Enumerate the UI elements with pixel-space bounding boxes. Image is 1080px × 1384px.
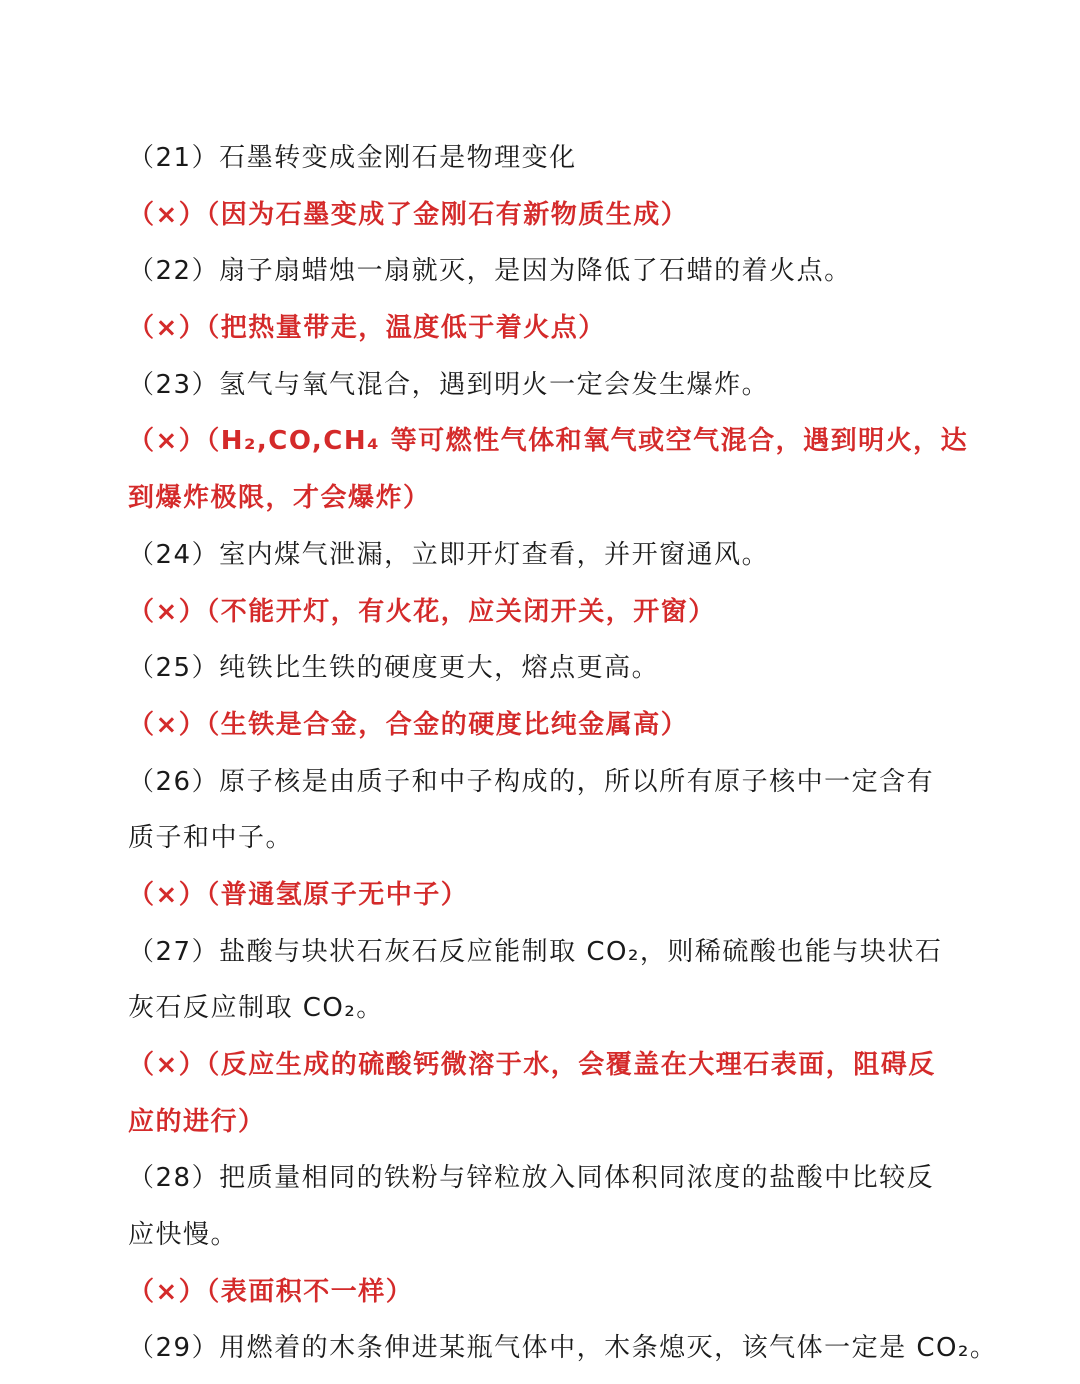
answer-25-line: （×）（生铁是合金，合金的硬度比纯金属高）	[128, 709, 689, 740]
question-24-line: （24）室内煤气泄漏，立即开灯查看，并开窗通风。	[128, 539, 770, 570]
answer-27-line-1: （×）（反应生成的硫酸钙微溶于水，会覆盖在大理石表面，阻碍反	[128, 1050, 936, 1080]
answer-27-line-2: 应的进行）	[128, 1106, 266, 1137]
question-26-line-1: （26）原子核是由质子和中子构成的，所以所有原子核中一定含有	[128, 766, 935, 797]
question-22-line: （22）扇子扇蜡烛一扇就灭，是因为降低了石蜡的着火点。	[128, 256, 852, 287]
question-21-line: （21）石墨转变成金刚石是物理变化	[128, 143, 577, 173]
answer-21-line: （×）（因为石墨变成了金刚石有新物质生成）	[128, 199, 689, 230]
question-23-line: （23）氢气与氧气混合，遇到明火一定会发生爆炸。	[128, 369, 770, 400]
question-25-line: （25）纯铁比生铁的硬度更大，熔点更高。	[128, 653, 660, 684]
question-27-line-1: （27）盐酸与块状石灰石反应能制取 CO₂，则稀硫酸也能与块状石	[128, 936, 943, 967]
question-28-line-1: （28）把质量相同的铁粉与锌粒放入同体积同浓度的盐酸中比较反	[128, 1163, 935, 1194]
answer-22-line: （×）（把热量带走，温度低于着火点）	[128, 313, 606, 344]
answer-28-line: （×）（表面积不一样）	[128, 1276, 414, 1307]
answer-24-line: （×）（不能开灯，有火花，应关闭开关，开窗）	[128, 596, 716, 627]
question-29-line: （29）用燃着的木条伸进某瓶气体中，木条熄灭，该气体一定是 CO₂。	[128, 1333, 998, 1364]
question-27-line-2: 灰石反应制取 CO₂。	[128, 993, 384, 1024]
answer-23-line-1: （×）（H₂,CO,CH₄ 等可燃性气体和氧气或空气混合，遇到明火，达	[128, 426, 969, 457]
answer-26-line: （×）（普通氢原子无中子）	[128, 879, 469, 910]
answer-23-line-2: 到爆炸极限，才会爆炸）	[128, 483, 431, 514]
question-26-line-2: 质子和中子。	[128, 823, 294, 854]
question-28-line-2: 应快慢。	[128, 1220, 239, 1251]
